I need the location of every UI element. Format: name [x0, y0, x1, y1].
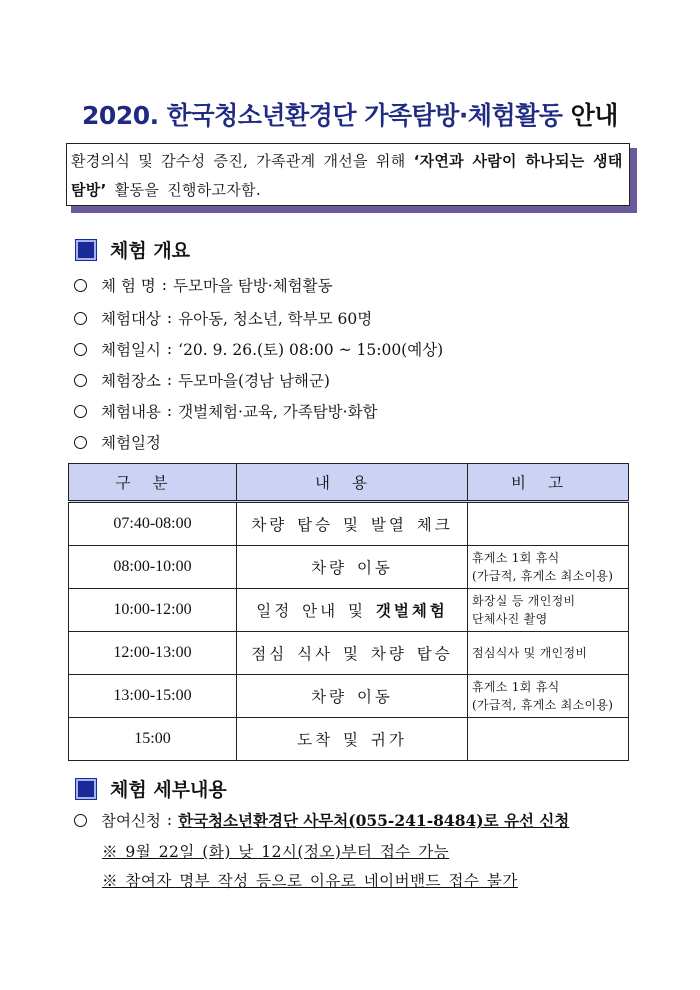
row-time: 15:00: [69, 718, 237, 761]
circle-bullet-icon: [74, 405, 87, 418]
page-title-main: 2020. 한국청소년환경단 가족탐방·체험활동: [82, 101, 563, 130]
row-note-line: 단체사진 촬영: [472, 612, 548, 626]
details-note: ※ 9월 22일 (화) 낮 12시(정오)부터 접수 가능: [102, 843, 450, 861]
overview-heading-text: 체험 개요: [110, 240, 191, 262]
header-note: 비고: [468, 464, 629, 502]
details-heading: [76, 775, 227, 802]
row-note-line: 휴게소 1회 휴식: [472, 551, 560, 565]
square-bullet-icon: [76, 240, 96, 260]
item-label: 체험대상: [101, 310, 161, 328]
row-time: 08:00-10:00: [69, 546, 237, 589]
row-note: [468, 718, 629, 761]
overview-item-target: 체험대상 : 유아동, 청소년, 학부모 60명: [74, 307, 372, 329]
row-time: 12:00-13:00: [69, 632, 237, 675]
row-content: [237, 589, 468, 632]
item-value: ‘20. 9. 26.(토) 08:00 ~ 15:00(예상): [178, 341, 444, 359]
table-header-row: [69, 464, 629, 502]
table-row: [69, 546, 629, 589]
details-note: ※ 참여자 명부 작성 등으로 이유로 네이버밴드 접수 불가: [102, 872, 518, 890]
table-row: [69, 632, 629, 675]
row-note: [468, 632, 629, 675]
schedule-table: [68, 463, 629, 761]
apply-label: 참여신청: [101, 812, 161, 830]
row-time: 07:40-08:00: [69, 502, 237, 546]
row-note: [468, 675, 629, 718]
table-row: [69, 718, 629, 761]
row-note: [468, 546, 629, 589]
row-note-line: 점심식사 및 개인정비: [472, 646, 588, 660]
row-content: 도착 및 귀가: [237, 718, 468, 761]
overview-item-name: 체 험 명 : 두모마을 탐방·체험활동: [74, 274, 333, 296]
overview-item-schedule: [74, 431, 161, 453]
page-title: [0, 96, 700, 132]
intro-panel: [66, 143, 637, 213]
row-content: 차량 이동: [237, 546, 468, 589]
item-value: 갯벌체험·교육, 가족탐방·화합: [178, 403, 378, 421]
row-note-line: (가급적, 휴게소 최소이용): [472, 698, 614, 712]
circle-bullet-icon: [74, 814, 87, 827]
item-label: 체 험 명: [101, 277, 156, 295]
item-value: 유아동, 청소년, 학부모 60명: [178, 310, 373, 328]
overview-item-content: 체험내용 : 갯벌체험·교육, 가족탐방·화합: [74, 400, 378, 422]
row-content: 차량 이동: [237, 675, 468, 718]
square-bullet-icon: [76, 779, 96, 799]
row-content-text: 일정 안내 및: [256, 602, 376, 620]
header-category: 구분: [69, 464, 237, 502]
circle-bullet-icon: [74, 279, 87, 292]
overview-item-place: 체험장소 : 두모마을(경남 남해군): [74, 369, 330, 391]
header-content: 내용: [237, 464, 468, 502]
item-value: 두모마을 탐방·체험활동: [173, 277, 333, 295]
row-content-bold: 갯벌체험: [375, 602, 448, 620]
row-time: 13:00-15:00: [69, 675, 237, 718]
circle-bullet-icon: [74, 312, 87, 325]
table-row: [69, 675, 629, 718]
intro-highlight: ‘자연과 사람이 하나되는 생태탐방’: [71, 152, 623, 199]
row-time: 10:00-12:00: [69, 589, 237, 632]
page-title-suffix: 안내: [570, 101, 618, 130]
row-note-line: 화장실 등 개인정비: [472, 594, 576, 608]
row-note-line: 휴게소 1회 휴식: [472, 680, 560, 694]
overview-heading: [76, 236, 190, 263]
table-row: [69, 502, 629, 546]
item-label: 체험내용: [101, 403, 161, 421]
row-content: 차량 탑승 및 발열 체크: [237, 502, 468, 546]
apply-value: 한국청소년환경단 사무처(055-241-8484)로 유선 신청: [178, 811, 570, 830]
row-note: [468, 589, 629, 632]
circle-bullet-icon: [74, 343, 87, 356]
details-heading-text: 체험 세부내용: [110, 779, 227, 801]
row-note: [468, 502, 629, 546]
intro-tail: 활동을 진행하고자함.: [114, 181, 261, 199]
table-row: [69, 589, 629, 632]
item-label: 체험일시: [101, 341, 161, 359]
item-label: 체험일정: [101, 434, 161, 452]
overview-item-date: 체험일시 : ‘20. 9. 26.(토) 08:00 ~ 15:00(예상): [74, 338, 443, 360]
item-label: 체험장소: [101, 372, 161, 390]
circle-bullet-icon: [74, 374, 87, 387]
details-apply: 참여신청 : 한국청소년환경단 사무처(055-241-8484)로 유선 신청: [74, 809, 569, 831]
intro-lead: 환경의식 및 감수성 증진, 가족관계 개선을 위해: [71, 152, 406, 170]
intro-text: [66, 143, 630, 206]
row-content: 점심 식사 및 차량 탑승: [237, 632, 468, 675]
item-value: 두모마을(경남 남해군): [178, 372, 330, 390]
circle-bullet-icon: [74, 436, 87, 449]
row-note-line: (가급적, 휴게소 최소이용): [472, 569, 614, 583]
